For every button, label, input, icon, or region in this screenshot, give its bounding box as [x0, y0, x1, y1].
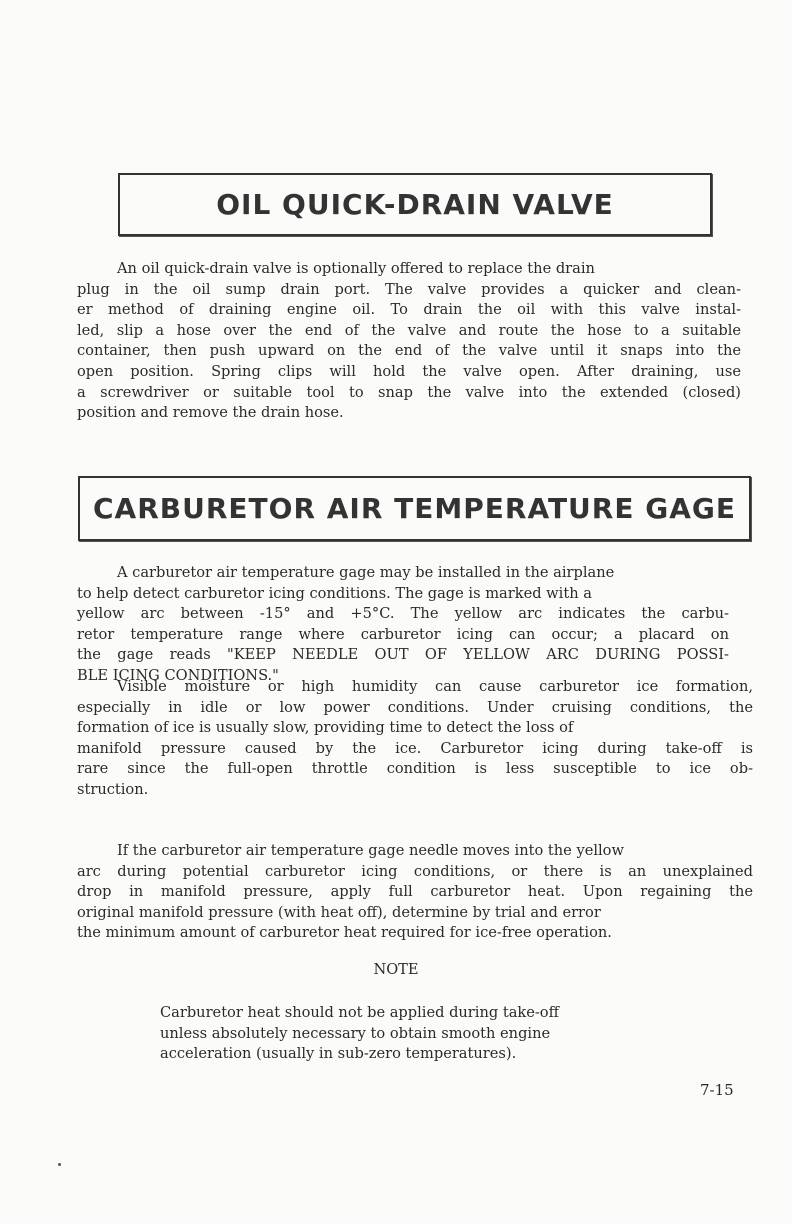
note-text — [160, 1003, 630, 1065]
text-line: drop in manifold pressure, apply full carburetor heat. Upon regaining the — [77, 883, 753, 901]
section-heading: OIL QUICK-DRAIN VALVE — [216, 188, 614, 221]
paragraph — [77, 563, 729, 687]
paragraph — [77, 677, 753, 801]
text-line: container, then push upward on the end of the valve until it snaps into the — [77, 342, 741, 360]
text-line: A carburetor air temperature gage may be installed in the airplane — [117, 564, 615, 581]
section-heading-box-oil-quick-drain — [118, 173, 712, 236]
note-heading: NOTE — [373, 961, 419, 978]
text-line: the minimum amount of carburetor heat required for ice-free operation. — [77, 924, 612, 942]
section-heading: CARBURETOR AIR TEMPERATURE GAGE — [93, 492, 736, 525]
text-line: BLE ICING CONDITIONS." — [77, 666, 279, 684]
text-line: led, slip a hose over the end of the valve and route the hose to a suitable — [77, 321, 741, 339]
text-line: unless absolutely necessary to obtain smooth engine — [160, 1024, 551, 1042]
text-line: manifold pressure caused by the ice. Carburetor icing during take-off is — [77, 739, 753, 757]
text-line: open position. Spring clips will hold the valve open. After draining, use — [77, 362, 741, 380]
scan-speck — [58, 1163, 61, 1166]
text-line: arc during potential carburetor icing conditions, or there is an unexplained — [77, 862, 753, 880]
text-line: retor temperature range where carburetor icing can occur; a placard on — [77, 625, 729, 643]
text-line: a screwdriver or suitable tool to snap the valve into the extended (closed) — [77, 383, 741, 401]
text-line: to help detect carburetor icing conditions. The gage is marked with a — [77, 584, 592, 602]
text-line: especially in idle or low power conditions. Under cruising conditions, the — [77, 698, 753, 716]
text-line: rare since the full-open throttle condition is less susceptible to ice ob- — [77, 760, 753, 778]
page-number: 7-15 — [700, 1081, 734, 1099]
text-line: struction. — [77, 780, 149, 798]
text-line: yellow arc between -15° and +5°C. The yellow arc indicates the carbu- — [77, 605, 729, 623]
text-line: position and remove the drain hose. — [77, 404, 344, 422]
paragraph — [77, 841, 753, 944]
text-line: Visible moisture or high humidity can cause carburetor ice formation, — [117, 678, 753, 695]
text-line: Carburetor heat should not be applied during take-off — [160, 1004, 559, 1021]
paragraph — [77, 259, 741, 424]
text-line: the gage reads "KEEP NEEDLE OUT OF YELLOW ARC DURING POSSI- — [77, 646, 729, 664]
text-line: An oil quick-drain valve is optionally offered to replace the drain — [117, 260, 595, 277]
text-line: plug in the oil sump drain port. The valve provides a quicker and clean- — [77, 280, 741, 298]
section-heading-box-carburetor-gage — [78, 476, 751, 541]
text-line: If the carburetor air temperature gage needle moves into the yellow — [117, 842, 624, 859]
text-line: acceleration (usually in sub-zero temperatures). — [160, 1045, 517, 1063]
text-line: formation of ice is usually slow, providing time to detect the loss of — [77, 719, 574, 737]
text-line: er method of draining engine oil. To drain the oil with this valve instal- — [77, 301, 741, 319]
text-line: original manifold pressure (with heat off), determine by trial and error — [77, 903, 601, 921]
